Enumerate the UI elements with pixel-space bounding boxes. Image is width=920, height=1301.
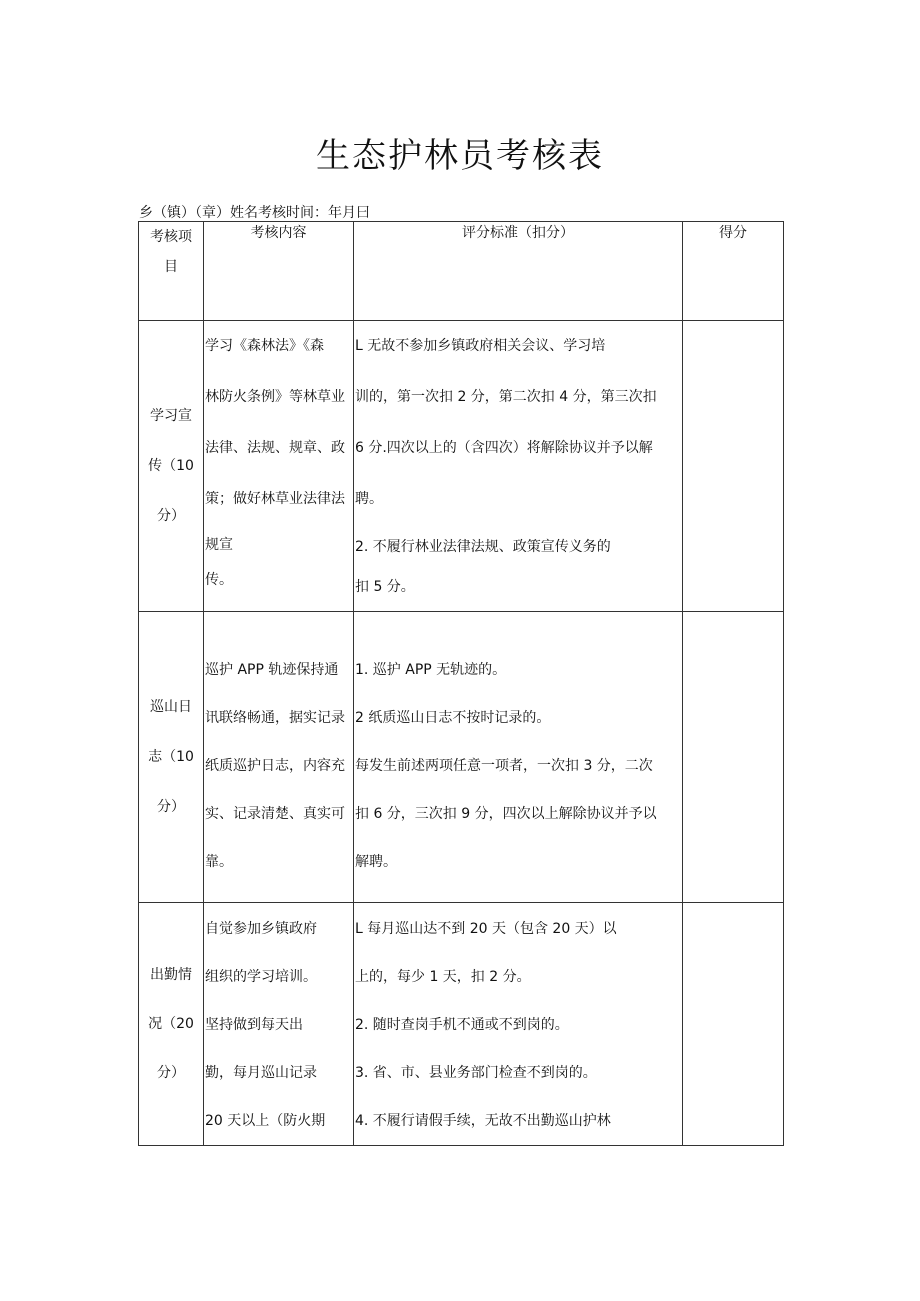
assessment-table (138, 221, 784, 1146)
form-subtitle: 乡（镇）（章）姓名考核时间：年月曰 (139, 205, 370, 221)
table-row (139, 903, 784, 1146)
row-content: 巡护 APP 轨迹保持通 讯联络畅通，据实记录 纸质巡护日志，内容充 实、记录清楚、真实可 靠。 (204, 612, 354, 903)
header-criteria: 评分标准（扣分） (354, 222, 683, 321)
row-item: 学习宣 传（10 分） (139, 321, 204, 612)
header-item: 考核项 目 (139, 222, 204, 321)
row-content: 自觉参加乡镇政府 组织的学习培训。 坚持做到每天出 勤，每月巡山记录 20 天以上（防火期 (204, 903, 354, 1146)
table-row (139, 612, 784, 903)
row-score (683, 903, 784, 1146)
row-item: 巡山日 志（10 分） (139, 612, 204, 903)
header-score: 得分 (683, 222, 784, 321)
table-row (139, 321, 784, 612)
row-criteria: 1. 巡护 APP 无轨迹的。 2 纸质巡山日志不按时记录的。 每发生前述两项任意一项者，一次扣 3 分，二次 扣 6 分，三次扣 9 分，四次以上解除协议并予以 解聘。 (354, 612, 683, 903)
row-content: 学习《森林法》《森 林防火条例》等林草业 法律、法规、规章、政 策；做好林草业法律法 规宣 传。 (204, 321, 354, 612)
header-row (139, 222, 784, 321)
row-score (683, 321, 784, 612)
row-score (683, 612, 784, 903)
row-item: 出勤情 况（20 分） (139, 903, 204, 1146)
header-content: 考核内容 (204, 222, 354, 321)
document-title: 生态护林员考核表 (316, 136, 604, 176)
row-criteria: L 每月巡山达不到 20 天（包含 20 天）以 上的，每少 1 天，扣 2 分。 2. 随时查岗手机不通或不到岗的。 3. 省、市、县业务部门检查不到岗的。 4. 不履行请假手续，无故不出勤巡山护林 (354, 903, 683, 1146)
row-criteria: L 无故不参加乡镇政府相关会议、学习培 训的，第一次扣 2 分，第二次扣 4 分，第三次扣 6 分.四次以上的（含四次）将解除协议并予以解 聘。 2. 不履行林业法律法规、政策宣传义务的 扣 5 分。 (354, 321, 683, 612)
